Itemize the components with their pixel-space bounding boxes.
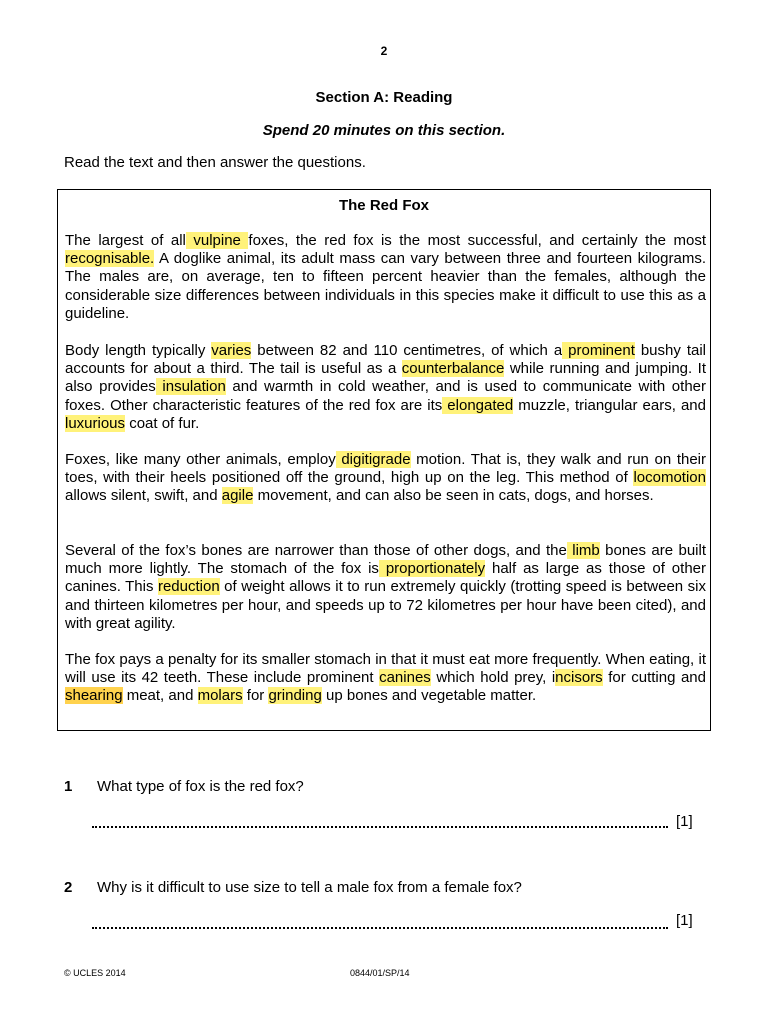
paragraph-4 [65, 542, 706, 633]
page-number: 2 [380, 44, 388, 58]
highlight-prominent: prominent [562, 342, 635, 359]
highlight-locomotion: locomotion [633, 469, 706, 487]
text: half as large as those of other canines. This [65, 560, 706, 596]
mark-2: [1] [676, 912, 693, 929]
highlight-luxurious: luxurious [65, 414, 126, 432]
text: A doglike animal, its adult mass can vary between three and fourteen kilograms. The males are, on average, ten to fifteen percent heavier than the females, although the considerable size differences between individuals in this species make it difficult to use this as a guideline. [65, 250, 706, 322]
highlight-grinding: grinding [268, 687, 322, 705]
text: up bones and vegetable matter. [321, 687, 537, 705]
section-title: Section A: Reading [315, 89, 453, 106]
highlight-digitigrade: digitigrade [335, 451, 411, 468]
highlight-elongated: elongated [442, 396, 514, 414]
text: while running and jumping. It also provides [65, 360, 707, 396]
question-text: Why is it difficult to use size to tell a male fox from a female fox? [97, 879, 522, 896]
highlight-proportionately: proportionately [378, 560, 486, 578]
question-text: What type of fox is the red fox? [97, 778, 304, 795]
text: for [242, 687, 269, 705]
paragraph-1 [65, 232, 706, 323]
question-1 [64, 778, 304, 795]
highlight-varies: varies [211, 342, 252, 359]
text: The largest of all [65, 232, 186, 249]
highlight-shearing: shearing [65, 687, 123, 705]
text: and warmth in cold weather, and is used to communicate with other foxes. Other characteristic features of the red fox are its [65, 378, 706, 414]
time-instruction: Spend 20 minutes on this section. [262, 122, 506, 139]
question-number: 1 [64, 778, 73, 795]
highlight-counterbalance: counterbalance [401, 360, 505, 378]
text: of weight allows it to run extremely quickly (trotting speed is between six and thirteen kilometres per hour, and speeds up to 72 kilometres per hour have been cited), and with great agility. [65, 578, 706, 632]
text: foxes, the red fox is the most successful, and certainly the most [248, 232, 707, 249]
answer-line-2[interactable] [92, 927, 668, 929]
answer-line-1[interactable] [92, 826, 668, 828]
highlight-molars: molars [197, 687, 243, 705]
highlight-reduction: reduction [157, 578, 220, 596]
highlight-incisors: ncisors [555, 669, 603, 687]
text: bushy tail accounts for about a third. The tail is useful as a [65, 342, 706, 378]
highlight-insulation: insulation [155, 378, 226, 396]
paragraph-3 [65, 451, 706, 506]
text: muzzle, triangular ears, and [513, 396, 706, 414]
text: bones are built much more lightly. The stomach of the fox is [65, 542, 707, 578]
passage-title: The Red Fox [338, 197, 429, 214]
question-2 [64, 879, 522, 896]
footer-code: 0844/01/SP/14 [350, 968, 410, 978]
question-number: 2 [64, 879, 73, 896]
highlight-limb: limb [566, 542, 600, 559]
highlight-agile: agile [221, 487, 254, 505]
mark-1: [1] [676, 813, 693, 830]
text: Several of the fox’s bones are narrower than those of other dogs, and the [65, 542, 567, 559]
text: Body length typically [65, 342, 212, 359]
highlight-vulpine: vulpine [185, 232, 249, 249]
paragraph-5 [65, 651, 706, 706]
footer-copyright: © UCLES 2014 [64, 968, 126, 978]
highlight-recognisable: recognisable. [65, 250, 155, 268]
text: movement, and can also be seen in cats, dogs, and horses. [253, 487, 654, 505]
text: meat, and [122, 687, 198, 705]
text: coat of fur. [125, 414, 200, 432]
text: between 82 and 110 centimetres, of which a [251, 342, 563, 359]
text: Foxes, like many other animals, employ [65, 451, 336, 468]
text: The fox pays a penalty for its smaller stomach in that it must eat more frequently. When eating, it will use its 42 teeth. These include prominent [65, 651, 706, 687]
text: which hold prey, i [430, 669, 556, 687]
text: allows silent, swift, and [65, 487, 222, 505]
text: motion. That is, they walk and run on their toes, with their heels positioned off the ground, high up on the leg. This method of [65, 451, 706, 487]
passage-box [57, 189, 711, 731]
text: for cutting and [602, 669, 706, 687]
reading-intro: Read the text and then answer the questions. [64, 154, 366, 171]
paragraph-2 [65, 342, 706, 433]
highlight-canines: canines [379, 669, 431, 687]
